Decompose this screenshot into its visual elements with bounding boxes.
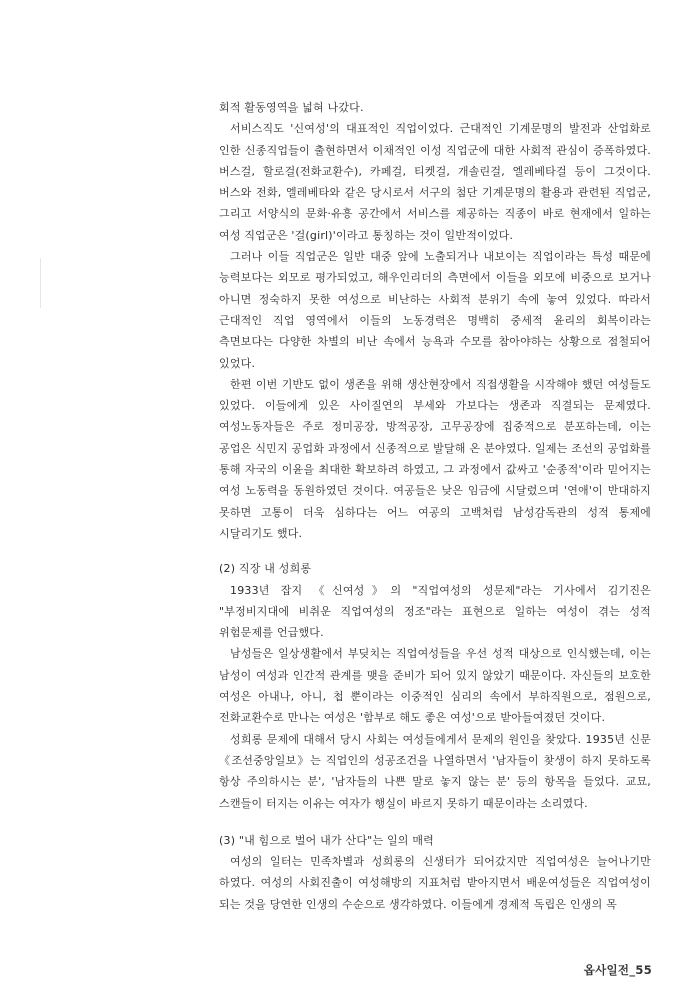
paragraph: 서비스직도 '신여성'의 대표적인 직업이었다. 근대적인 기계문명의 발전과 산업화로 인한 신종직업들이 출현하면서 이채적인 이성 직업군에 대한 사회적 관심이 증폭하였다. 버스걸, 할로걸(전화교환수), 카페걸, 티켓걸, 개솔린걸, 엘레베타걸 등이 그것이다. 버스와 전화, 엘레베타와 같은 당시로서 서구의 첨단 기계문명의 활용과 관련된 직업군, 그리고 서양식의 문화·유흥 공간에서 서비스를 제공하는 직종이 바로 현재에서 일하는 여성 직업군은 '걸(girl)'이라고 통칭하는 것이 일반적이었다. (219, 122, 651, 242)
paragraph: 남성들은 일상생활에서 부딪치는 직업여성들을 우선 성적 대상으로 인식했는데, 이는 남성이 여성과 인간적 관계를 맺을 준비가 되어 있지 않았기 때문이다. 자신들의 보호한 여성은 아내나, 아니, 첩 뿐이라는 이중적인 심리의 속에서 부하직원으로, 점원으로, 전화교환수로 만나는 여성은 '함부로 해도 좋은 여성'으로 받아들여졌던 것이다. (219, 647, 651, 725)
paragraph: 회적 활동영역을 넓혀 나갔다. (219, 101, 364, 114)
section-heading: (2) 직장 내 성희롱 (219, 562, 312, 576)
body-text (219, 97, 651, 915)
section-heading: (3) "내 힘으로 벌어 내가 산다"는 일의 매력 (219, 833, 434, 847)
paragraph: 한편 이번 기반도 없이 생존을 위해 생산현장에서 직접생활을 시작해야 했던 여성들도 있었다. 이들에게 있은 사이질연의 부세와 가보다는 생존과 직결되는 문제였다. 여성노동자들은 주로 정미공장, 방적공장, 고무공장에 집중적으로 분포하는데, 이는 공업은 식민지 공업화 과정에서 신종적으로 발달해 온 분야였다. 일제는 조선의 공업화를 통해 자국의 이윤을 최대한 확보하려 하였고, 그 과정에서 값싸고 '순종적'이라 믿어지는 여성 노동력을 동원하였던 것이다. 여공들은 낮은 임금에 시달렸으며 '연애'이 반대하지 못하면 고통이 더욱 심하다는 어느 여공의 고백처럼 남성감독관의 성적 통제에 시달리기도 했다. (219, 377, 651, 540)
paragraph: 여성의 일터는 민족차별과 성희롱의 신생터가 되어갔지만 직업여성은 늘어나기만 하였다. 여성의 사회진출이 여성해방의 지표처럼 받아지면서 배운여성들은 직업여성이 되는 것을 당연한 인생의 수순으로 생각하였다. 이들에게 경제적 독립은 인생의 목 (219, 855, 651, 911)
paragraph: 그러나 이들 직업군은 일반 대중 앞에 노출되거나 내보이는 직업이라는 특성 때문에 능력보다는 외모로 평가되었고, 해우인리더의 측면에서 이들을 외모에 비중으로 보거나 아니면 정숙하지 못한 여성으로 비난하는 사회적 분위기 속에 놓여 있었다. 따라서 근대적인 직업 영역에서 이들의 노동경력은 명백히 중세적 윤리의 회복이라는 측면보다는 다양한 차별의 비난 속에서 능욕과 수모를 참아야하는 상황으로 점철되어 있었다. (219, 250, 651, 370)
page-footer: 옵사일전_55 (583, 963, 652, 977)
paragraph: 성희롱 문제에 대해서 당시 사회는 여성들에게서 문제의 원인을 찾았다. 1935년 신문 《조선중앙일보》는 직업인의 성공조건을 나열하면서 '남자들이 찾생이 하지 못하도록 항상 주의하시는 분', '남자들의 나쁜 말로 놓지 않는 분' 등의 항목을 들었다. 교묘, 스캔들이 터지는 이유는 여자가 행실이 바르지 못하기 때문이라는 소리였다. (219, 732, 651, 810)
margin-mark (40, 258, 41, 308)
paragraph: 1933년 잡지 《신여성》의 "직업여성의 성문제"라는 기사에서 김기진은 "부정비지대에 비취운 직업여성의 정조"라는 표현으로 일하는 여성이 겪는 성적 위험문제를 언급했다. (219, 583, 651, 640)
